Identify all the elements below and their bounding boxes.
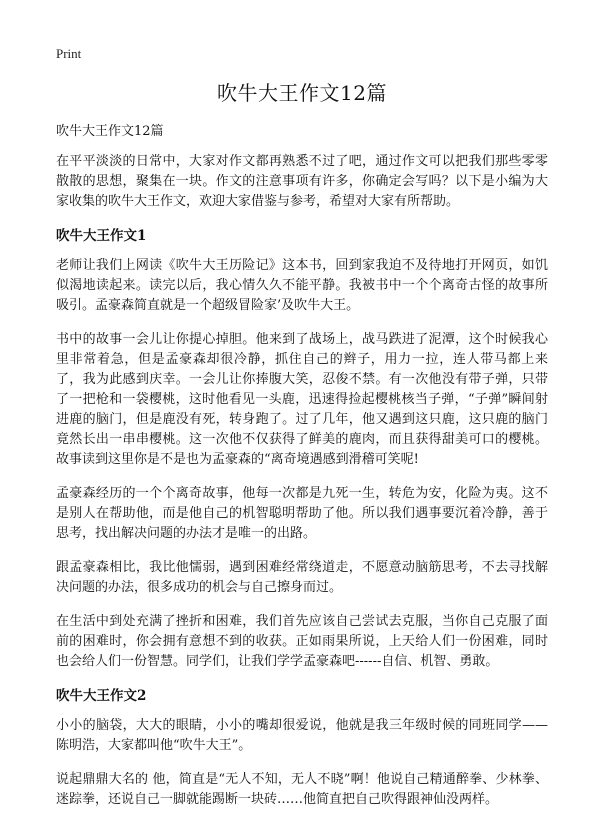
section-1: [56, 226, 548, 672]
section-2: [56, 686, 548, 810]
intro-paragraph: 在平平淡淡的日常中，大家对作文都再熟悉不过了吧，通过作文可以把我们那些零零散散的思想，聚集在一块。作文的注意事项有许多，你确定会写吗？以下是小编为大家收集的吹牛大王作文，欢迎大家借鉴与参考，希望对大家有所帮助。: [56, 154, 548, 209]
section-heading: 吹牛大王作文2: [56, 688, 147, 704]
paragraph: 孟豪森经历的一个个离奇故事，他每一次都是九死一生，转危为安，化险为夷。这不是别人在帮助他，而是他自己的机智聪明帮助了他。所以我们遇事要沉着冷静，善于思考，找出解决问题的办法才是唯一的出路。: [56, 486, 548, 541]
paragraph: 说起鼎鼎大名的 他，简直是“无人不知，无人不晓”啊！他说自己精通醉拳、少林拳、迷踪拳，还说自己一脚就能踢断一块砖……他简直把自己吹得跟神仙没两样。: [56, 772, 548, 807]
print-label: Print: [56, 46, 82, 61]
paragraph: 老师让我们上网读《吹牛大王历险记》这本书，回到家我迫不及待地打开网页，如饥似渴地读起来。读完以后，我心情久久不能平静。我被书中一个个离奇古怪的故事所吸引。孟豪森简直就是一个超级冒险家’及吹牛大王。: [56, 258, 548, 313]
paragraph: 书中的故事一会儿让你提心掉胆。他来到了战场上，战马跌进了泥潭，这个时候我心里非常着急，但是孟豪森却很冷静，抓住自己的辫子，用力一拉，连人带马都上来了，我为此感到庆幸。一会儿让你捧腹大笑，忍俊不禁。有一次他没有带子弹，只带了一把枪和一袋樱桃，这时他看见一头鹿，迅速得捡起樱桃核当子弹，“子弹”瞬间射进鹿的脑门，但是鹿没有死，转身跑了。过了几年，他又遇到这只鹿，这只鹿的脑门竟然长出一串串樱桃。这一次他不仅获得了鲜美的鹿肉，而且获得甜美可口的樱桃。故事读到这里你是不是也为孟豪森的“离奇境遇感到滑稽可笑呢!: [56, 332, 548, 467]
paragraph: 小小的脑袋，大大的眼睛，小小的嘴却很爱说，他就是我三年级时候的同班同学——陈明浩，大家都叫他“吹牛大王”。: [56, 718, 548, 753]
document-subtitle: 吹牛大王作文12篇: [56, 124, 164, 139]
paragraph: 跟孟豪森相比，我比他懦弱，遇到困难经常绕道走，不愿意动脑筋思考，不去寻找解决问题的办法，很多成功的机会与自己擦身而过。: [56, 560, 548, 595]
section-heading: 吹牛大王作文1: [56, 228, 147, 244]
document-title: 吹牛大王作文12篇: [217, 81, 387, 105]
paragraph: 在生活中到处充满了挫折和困难，我们首先应该自己尝试去克服，当你自己克服了面前的困难时，你会拥有意想不到的收获。正如雨果所说，上天给人们一份困难，同时也会给人们一份智慧。同学们，让我们学学孟豪森吧------自信、机智、勇敢。: [56, 614, 548, 669]
